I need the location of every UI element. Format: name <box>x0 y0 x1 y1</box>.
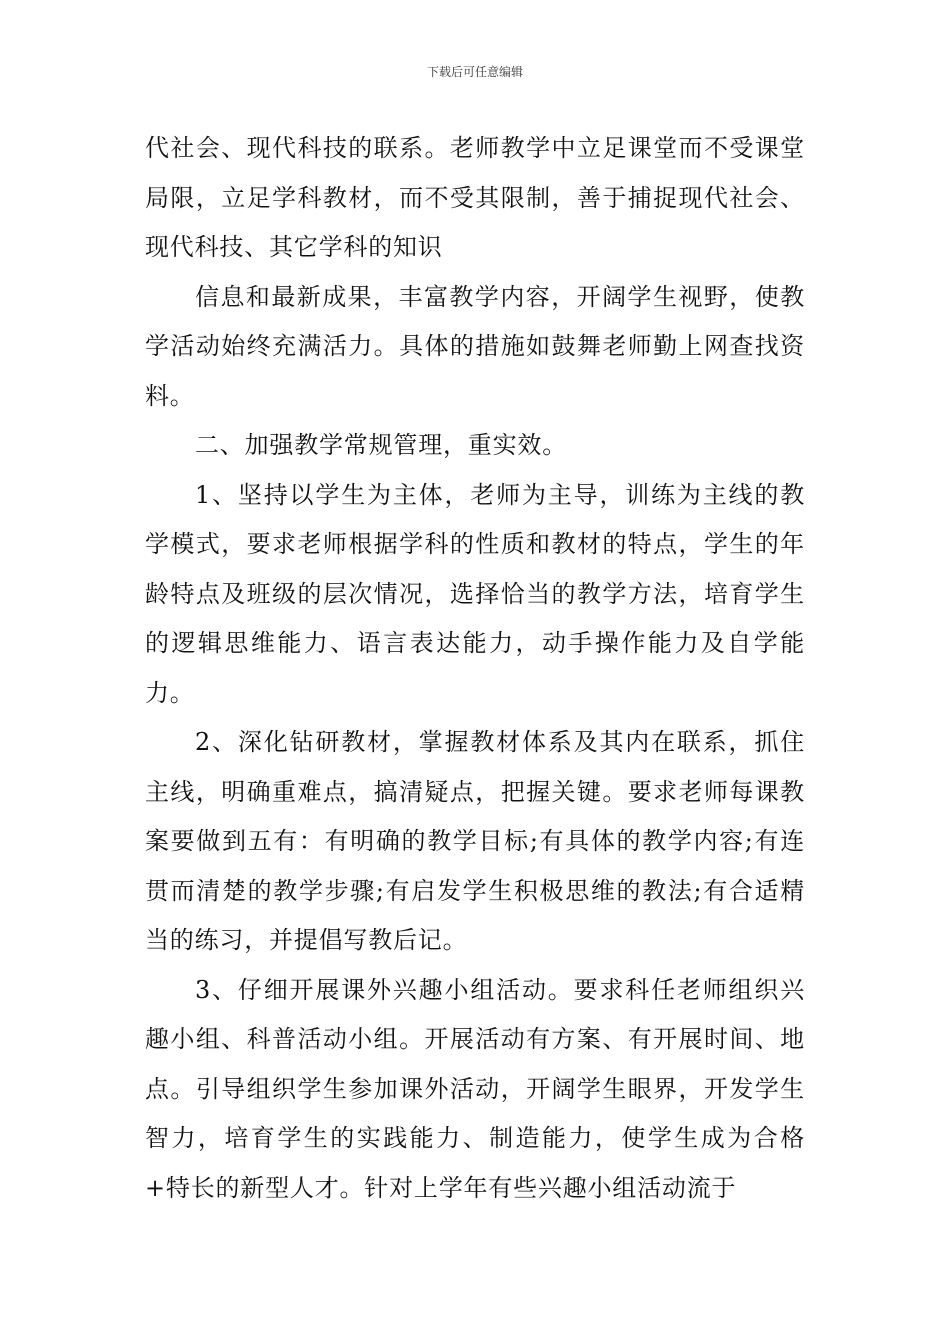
paragraph-item-1: 1、坚持以学生为主体，老师为主导，训练为主线的教学模式，要求老师根据学科的性质和教材的特点，学生的年龄特点及班级的层次情况，选择恰当的教学方法，培育学生的逻辑思维能力、语言表达能力，动手操作能力及自学能力。 <box>145 480 805 707</box>
page-header: 下载后可任意编辑 <box>426 65 523 79</box>
paragraph-item-3: 3、仔细开展课外兴趣小组活动。要求科任老师组织兴趣小组、科普活动小组。开展活动有方案、有开展时间、地点。引导组织学生参加课外活动，开阔学生眼界，开发学生智力，培育学生的实践能力、制造能力，使学生成为合格+特长的新型人才。针对上学年有些兴趣小组活动流于 <box>145 975 805 1202</box>
document-body <box>145 124 805 1213</box>
paragraph-section-heading: 二、加强教学常规管理，重实效。 <box>195 431 567 459</box>
paragraph-2: 信息和最新成果，丰富教学内容，开阔学生视野，使教学活动始终充满活力。具体的措施如鼓舞老师勤上网查找资料。 <box>145 282 805 410</box>
paragraph-item-2: 2、深化钻研教材，掌握教材体系及其内在联系，抓住主线，明确重难点，搞清疑点，把握关键。要求老师每课教案要做到五有：有明确的教学目标;有具体的教学内容;有连贯而清楚的教学步骤;有启发学生积极思维的教法;有合适精当的练习，并提倡写教后记。 <box>145 728 805 954</box>
paragraph-1: 代社会、现代科技的联系。老师教学中立足课堂而不受课堂局限，立足学科教材，而不受其限制，善于捕捉现代社会、现代科技、其它学科的知识 <box>145 134 805 261</box>
